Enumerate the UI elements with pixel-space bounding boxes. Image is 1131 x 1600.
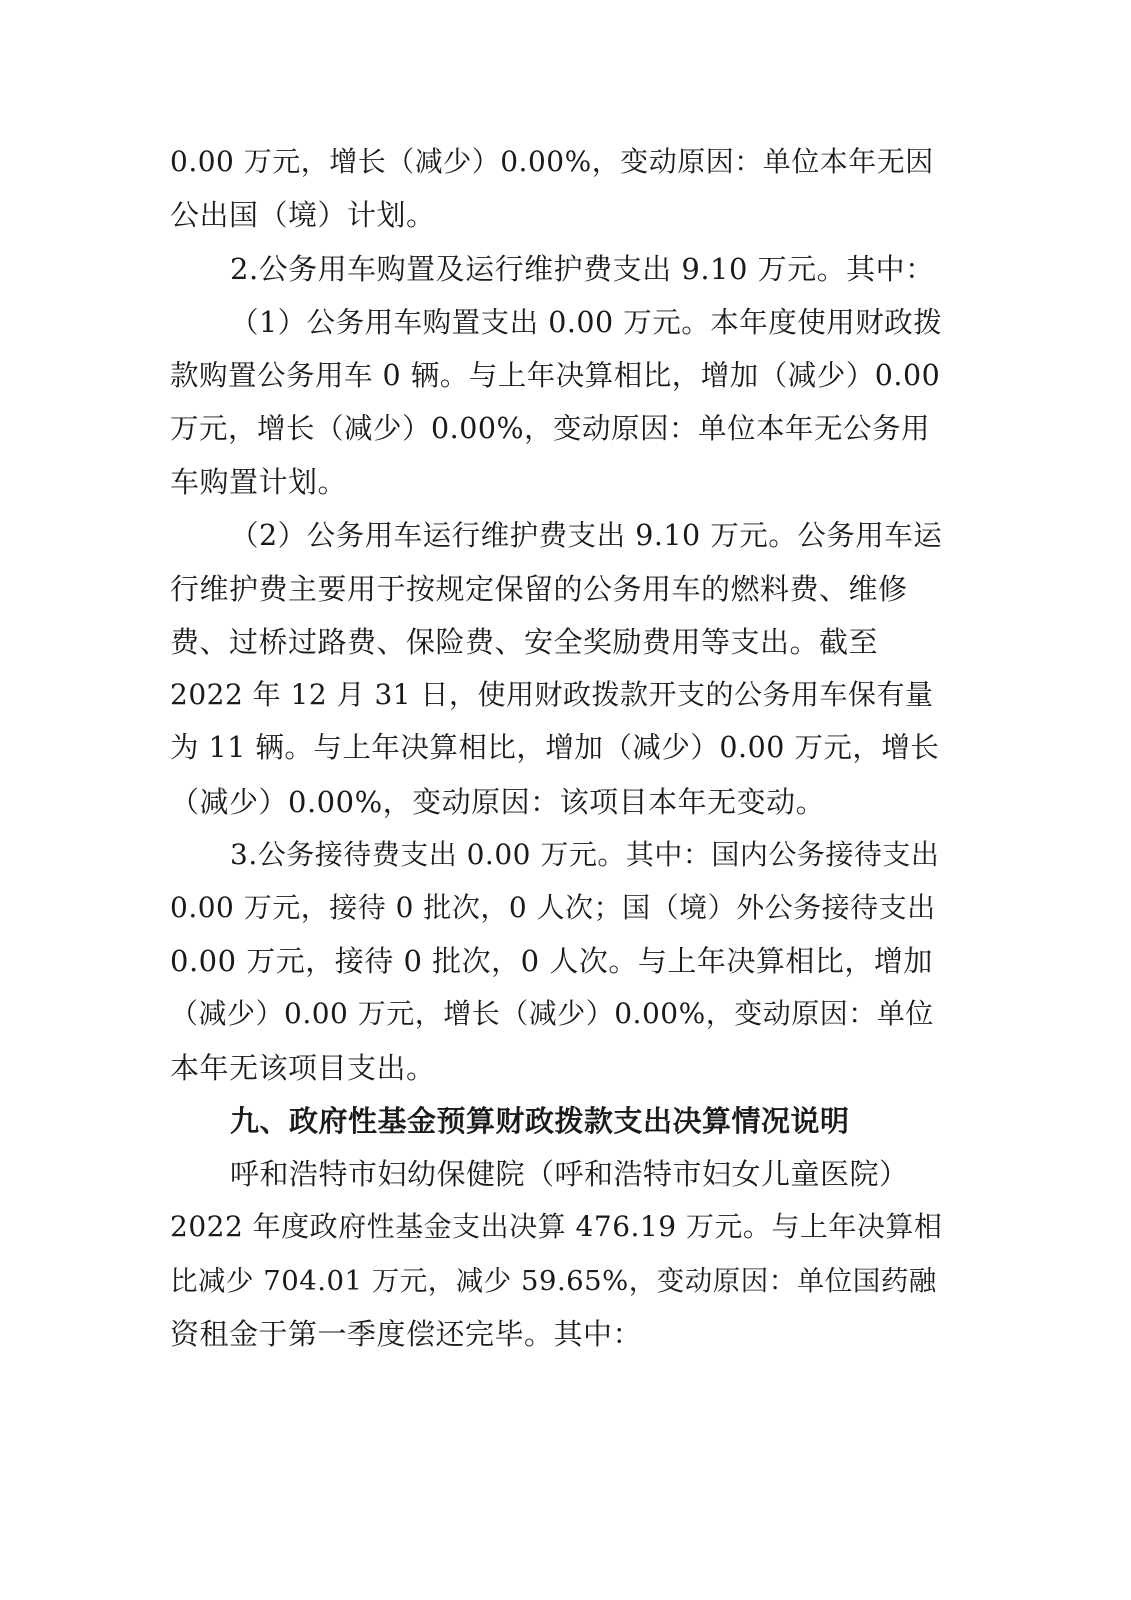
text-line: 比减少 704.01 万元，减少 59.65%，变动原因：单位国药融 xyxy=(170,1265,937,1297)
text-line: 2022 年度政府性基金支出决算 476.19 万元。与上年决算相 xyxy=(170,1210,943,1243)
text-line: 款购置公务用车 0 辆。与上年决算相比，增加（减少）0.00 xyxy=(170,359,941,392)
text-line: 2.公务用车购置及运行维护费支出 9.10 万元。其中： xyxy=(230,252,935,286)
section-heading: 九、政府性基金预算财政拨款支出决算情况说明 xyxy=(230,1104,850,1138)
text-line: 车购置计划。 xyxy=(170,465,348,499)
text-line: 万元，增长（减少）0.00%，变动原因：单位本年无公务用 xyxy=(170,412,931,445)
text-line: 费、过桥过路费、保险费、安全奖励费用等支出。截至 xyxy=(170,625,879,659)
text-line: 3.公务接待费支出 0.00 万元。其中：国内公务接待支出 xyxy=(230,838,940,871)
text-line: 为 11 辆。与上年决算相比，增加（减少）0.00 万元，增长 xyxy=(170,731,940,764)
text-line: 资租金于第一季度偿还完毕。其中： xyxy=(170,1317,643,1351)
text-line: （减少）0.00%，变动原因：该项目本年无变动。 xyxy=(170,785,826,819)
text-line: 呼和浩特市妇幼保健院（呼和浩特市妇女儿童医院） xyxy=(230,1157,909,1191)
text-line: 2022 年 12 月 31 日，使用财政拨款开支的公务用车保有量 xyxy=(170,678,934,711)
text-line: 公出国（境）计划。 xyxy=(170,198,436,232)
text-line: 本年无该项目支出。 xyxy=(170,1051,436,1085)
text-line: （减少）0.00 万元，增长（减少）0.00%，变动原因：单位 xyxy=(170,997,934,1030)
text-line: （1）公务用车购置支出 0.00 万元。本年度使用财政拨 xyxy=(230,306,943,339)
text-line: （2）公务用车运行维护费支出 9.10 万元。公务用车运 xyxy=(230,519,943,552)
text-line: 行维护费主要用于按规定保留的公务用车的燃料费、维修 xyxy=(170,572,908,606)
text-line: 0.00 万元，增长（减少）0.00%，变动原因：单位本年无因 xyxy=(170,145,934,178)
text-line: 0.00 万元，接待 0 批次，0 人次；国（境）外公务接待支出 xyxy=(170,891,936,924)
text-line: 0.00 万元，接待 0 批次，0 人次。与上年决算相比，增加 xyxy=(170,944,933,978)
